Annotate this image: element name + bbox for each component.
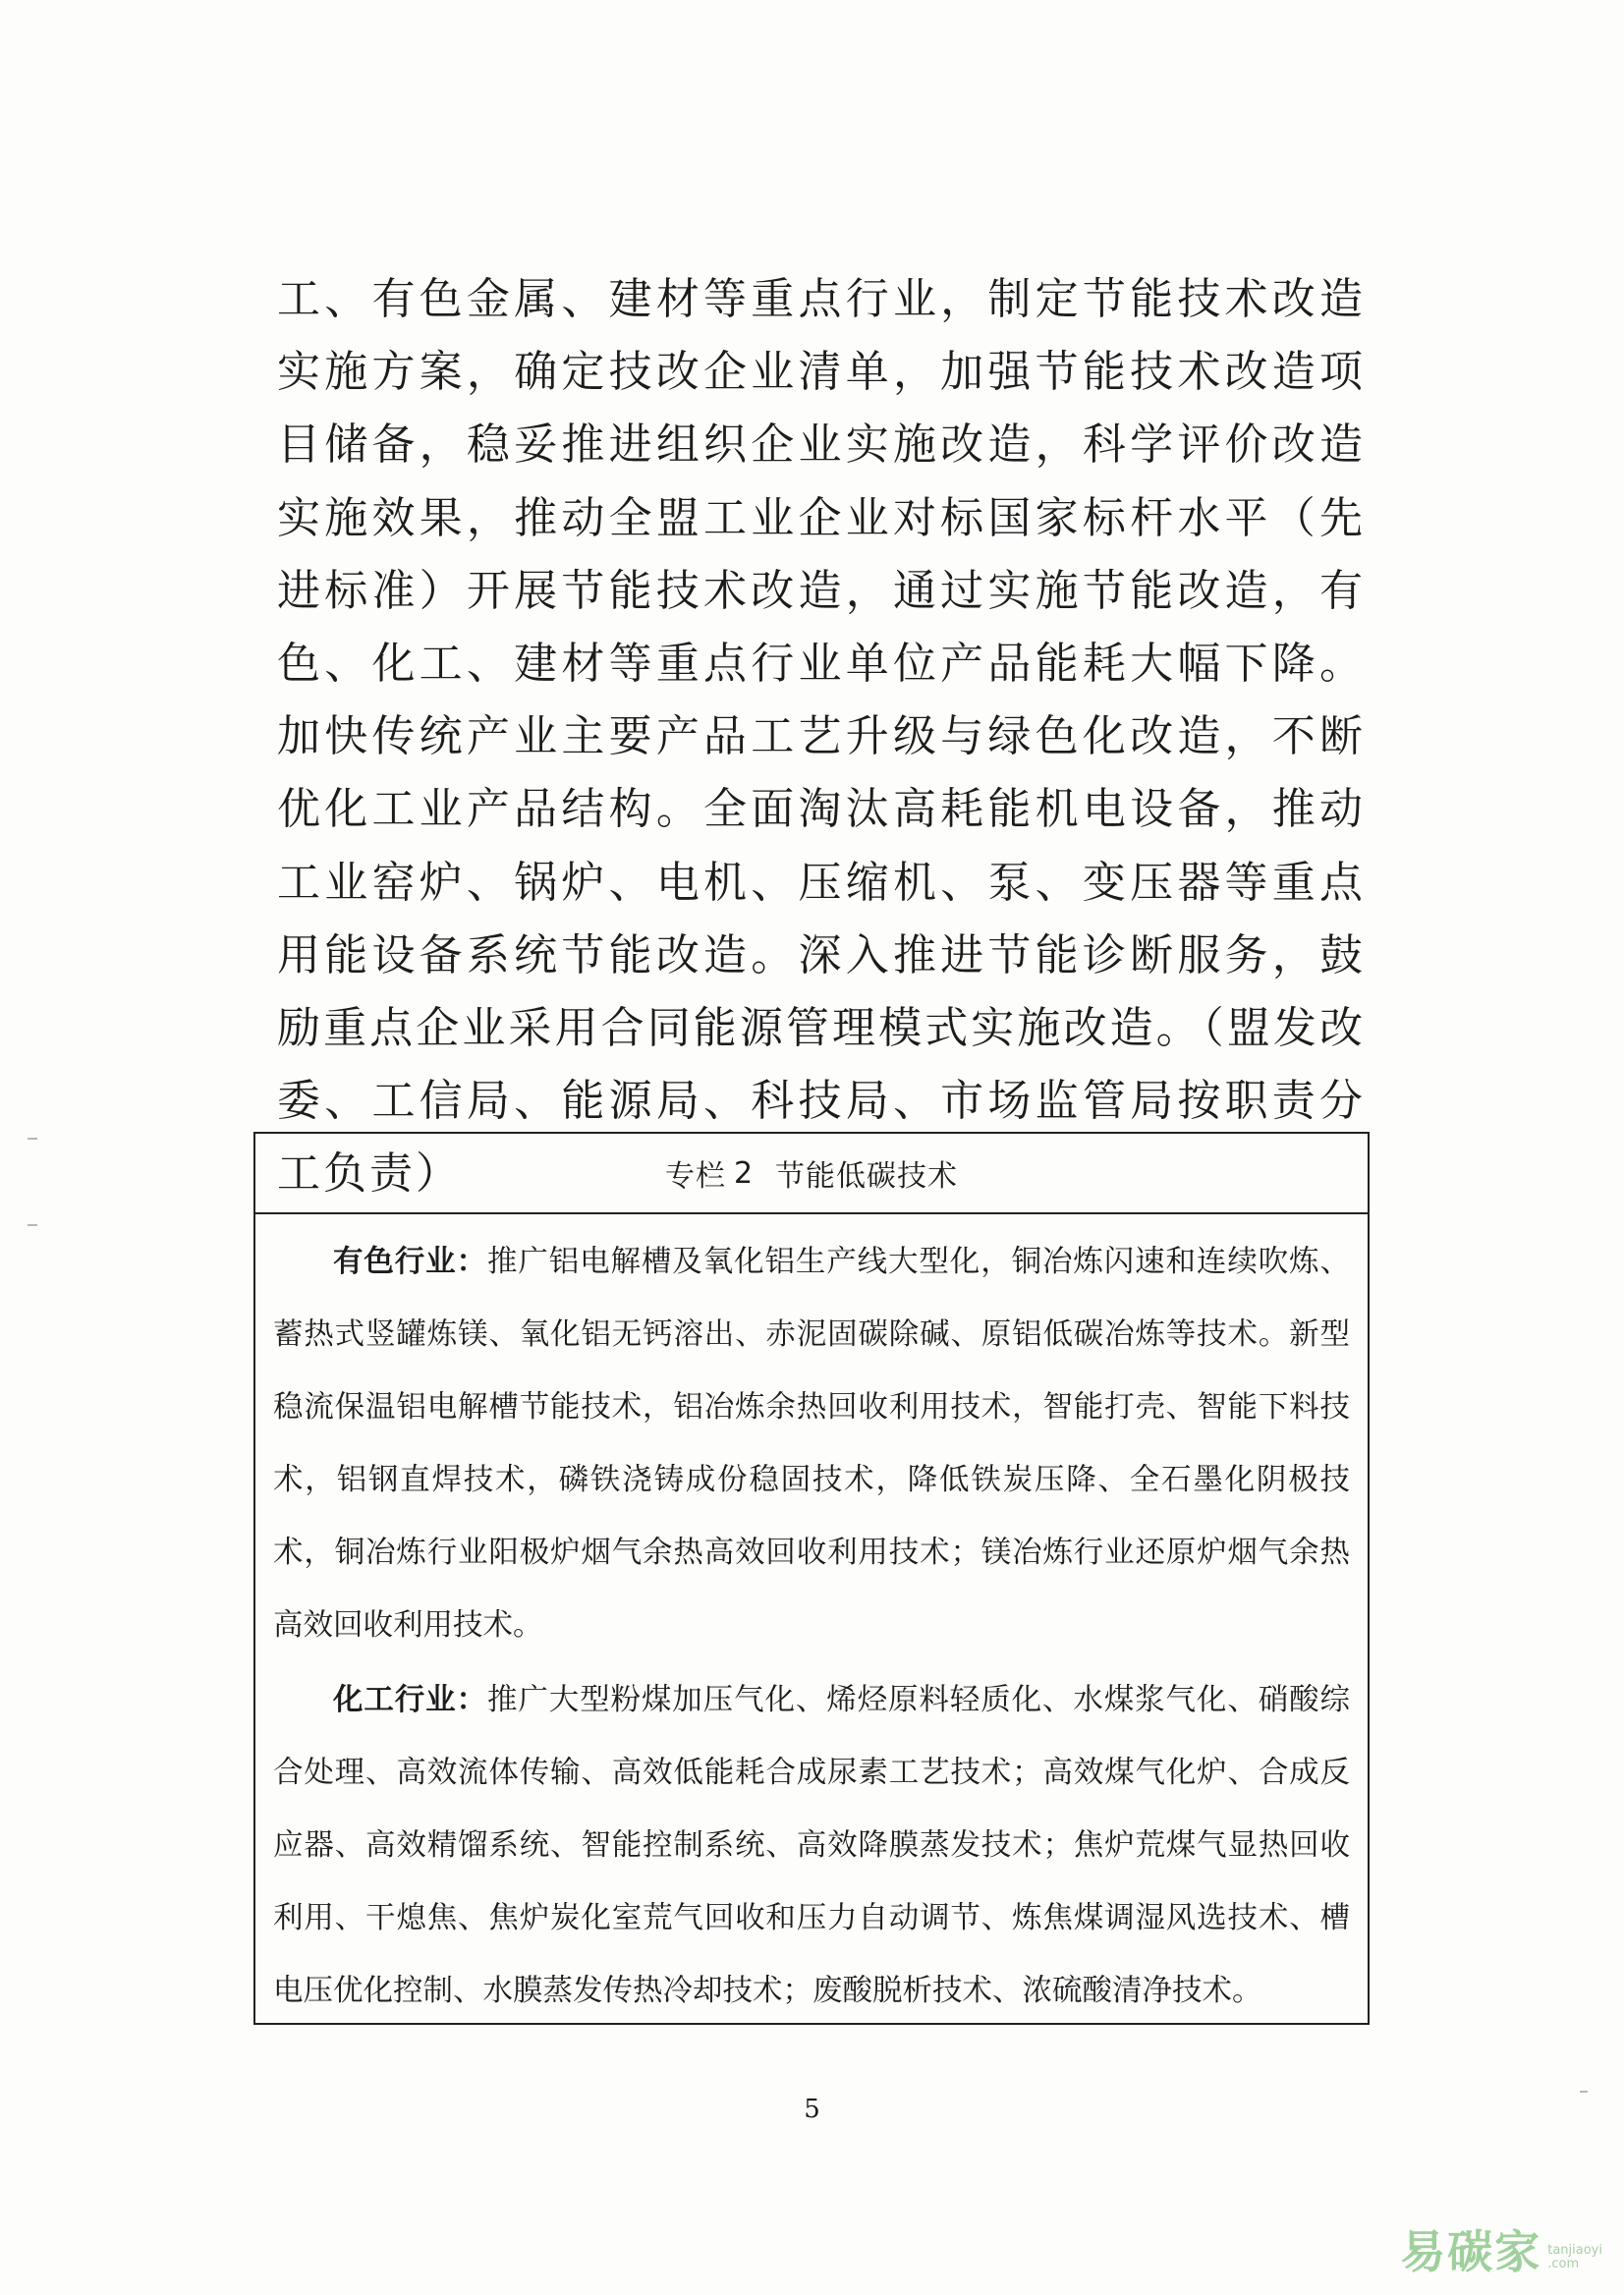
section-text: 推广大型粉煤加压气化、烯烃原料轻质化、水煤浆气化、硝酸综合处理、高效流体传输、高效低能耗合成尿素工艺技术；高效煤气化炉、合成反应器、高效精馏系统、智能控制系统、高效降膜蒸发技术；焦炉荒煤气显热回收利用、干熄焦、焦炉炭化室荒气回收和压力自动调节、炼焦煤调湿风选技术、槽电压优化控制、水膜蒸发传热冷却技术；废酸脱析技术、浓硫酸清净技术。: [273, 1683, 1350, 2008]
watermark-subtext: [1547, 2244, 1602, 2271]
feature-column-box: [253, 1132, 1370, 2025]
column-number: 2: [733, 1155, 755, 1191]
scan-artifact: [1580, 2091, 1588, 2093]
watermark-sub-2: .com: [1547, 2257, 1580, 2271]
column-label: 专栏: [664, 1159, 726, 1194]
watermark-logo-text: 易碳家: [1400, 2225, 1542, 2278]
section-lead: 化工行业：: [333, 1683, 487, 1717]
section-chemical: [273, 1664, 1350, 2028]
body-paragraph: 工、有色金属、建材等重点行业，制定节能技术改造实施方案，确定技改企业清单，加强节能技术改造项目储备，稳妥推进组织企业实施改造，科学评价改造实施效果，推动全盟工业企业对标国家标杆水平（先进标准）开展节能技术改造，通过实施节能改造，有色、化工、建材等重点行业单位产品能耗大幅下降。加快传统产业主要产品工艺升级与绿色化改造，不断优化工业产品结构。全面淘汰高耗能机电设备，推动工业窑炉、锅炉、电机、压缩机、泵、变压器等重点用能设备系统节能改造。深入推进节能诊断服务，鼓励重点企业采用合同能源管理模式实施改造。（盟发改委、工信局、能源局、科技局、市场监管局按职责分工负责）: [277, 274, 1366, 1200]
scan-artifact: [28, 1224, 37, 1226]
column-title: 节能低碳技术: [775, 1159, 959, 1194]
section-nonferrous: [273, 1226, 1350, 1662]
page-number: 5: [804, 2095, 820, 2124]
column-title-bar: [255, 1134, 1368, 1214]
scan-artifact: [28, 1138, 37, 1140]
column-body: [255, 1214, 1368, 2028]
body-text: [277, 263, 1366, 1211]
section-text: 推广铝电解槽及氧化铝生产线大型化，铜冶炼闪速和连续吹炼、蓄热式竖罐炼镁、氧化铝无钙溶出、赤泥固碳除碱、原铝低碳冶炼等技术。新型稳流保温铝电解槽节能技术，铝冶炼余热回收利用技术，智能打壳、智能下料技术，铝钢直焊技术，磷铁浇铸成份稳固技术，降低铁炭压降、全石墨化阴极技术，铜冶炼行业阳极炉烟气余热高效回收利用技术；镁冶炼行业还原炉烟气余热高效回收利用技术。: [273, 1245, 1350, 1643]
watermark-logo: [1400, 2216, 1602, 2281]
section-lead: 有色行业：: [333, 1245, 487, 1279]
watermark-sub-1: tanjiaoyi: [1547, 2243, 1602, 2258]
